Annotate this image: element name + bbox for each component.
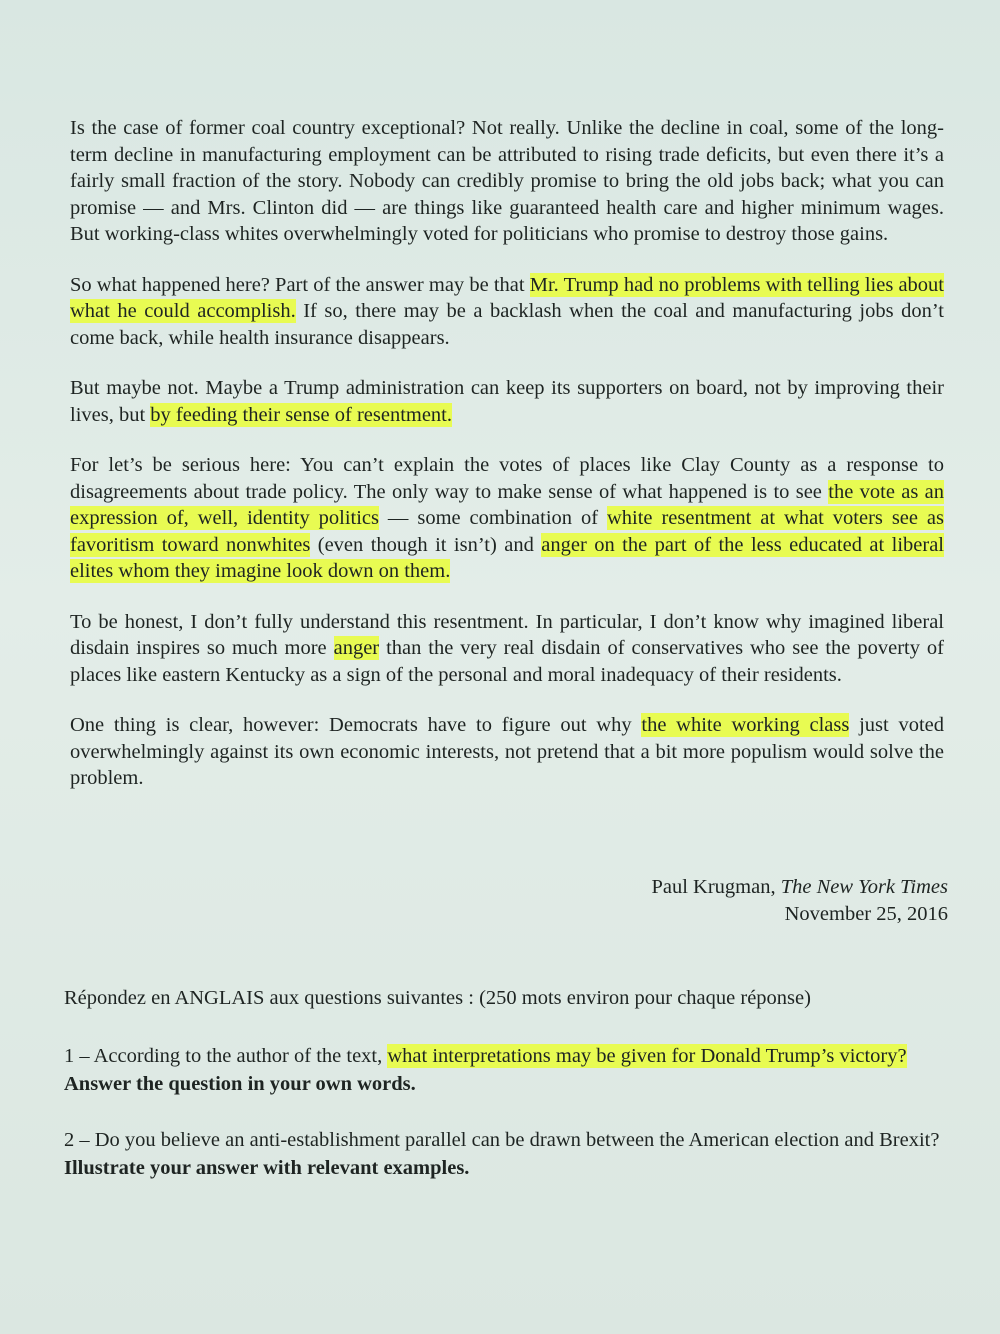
questions-instruction: Répondez en ANGLAIS aux questions suivantes : (250 mots environ pour chaque réponse) (64, 987, 811, 1009)
article-body (70, 115, 944, 816)
paragraph-text: just voted overwhelmingly against its own economic interests, not pretend that a bit more populism would solve the problem. (70, 714, 944, 789)
highlighted-text: white resentment at what voters see as favoritism toward nonwhites (70, 507, 944, 556)
publication-name: The New York Times (780, 876, 948, 898)
article-paragraph (70, 115, 944, 248)
signature-byline (651, 874, 948, 901)
highlighted-text: by feeding their sense of resentment. (150, 403, 453, 426)
article-paragraph (70, 375, 944, 428)
question-2 (64, 1126, 964, 1182)
highlighted-text: anger (333, 637, 380, 659)
article-paragraph (70, 452, 944, 585)
questions-section (64, 984, 964, 1204)
publication-date: November 25, 2016 (784, 903, 948, 925)
signature-block (651, 874, 948, 928)
question-2-prefix: 2 – Do you believe an anti-establishment parallel can be drawn between the American election and Brexit? (64, 1129, 940, 1151)
author-name: Paul Krugman, (651, 876, 781, 898)
paragraph-text: But maybe not. Maybe a Trump administration can keep its supporters on board, not by improving their lives, but (70, 377, 944, 426)
article-paragraph (70, 609, 944, 689)
highlighted-text: the white working class (641, 714, 850, 736)
question-2-bold: Illustrate your answer with relevant examples. (64, 1157, 470, 1179)
highlighted-text: anger on the part of the less educated at liberal elites whom they imagine look down on them. (70, 533, 944, 582)
question-1-bold: Answer the question in your own words. (64, 1073, 416, 1095)
paragraph-text: One thing is clear, however: Democrats have to figure out why (70, 714, 642, 736)
question-1-prefix: 1 – According to the author of the text, (64, 1045, 388, 1067)
article-paragraph (70, 712, 944, 792)
question-1-highlighted: what interpretations may be given for Donald Trump’s victory? (387, 1045, 907, 1067)
paragraph-text: — some combination of (379, 507, 607, 529)
paragraph-text: So what happened here? Part of the answer may be that (70, 273, 530, 296)
paragraph-text: To be honest, I don’t fully understand this resentment. In particular, I don’t know why imagined liberal disdain inspires so much more (70, 610, 944, 659)
question-1 (64, 1042, 964, 1098)
paragraph-text: Is the case of former coal country exceptional? Not really. Unlike the decline in coal, some of the long-term decline in manufacturing employment can be attributed to rising trade deficits, but even there it’s a fairly small fraction of the story. Nobody can credibly promise to bring the old jobs back; what you can promise — and Mrs. Clinton did — are things like guaranteed health care and higher minimum wages. But working-class whites overwhelmingly voted for politicians who promise to destroy those gains. (70, 117, 944, 245)
paragraph-text: If so, there may be a backlash when the coal and manufacturing jobs don’t come back, while health insurance disappears. (70, 300, 944, 349)
paragraph-text: For let’s be serious here: You can’t explain the votes of places like Clay County as a response to disagreements about trade policy. The only way to make sense of what happened is to see (70, 454, 944, 503)
article-paragraph (70, 272, 944, 352)
paragraph-text: than the very real disdain of conservatives who see the poverty of places like eastern Kentucky as a sign of the personal and moral inadequacy of their residents. (70, 637, 944, 686)
highlighted-text: Mr. Trump had no problems with telling lies about what he could accomplish. (70, 273, 944, 322)
paragraph-text: (even though it isn’t) and (310, 533, 542, 556)
highlighted-text: the vote as an expression of, well, identity politics (70, 480, 945, 529)
